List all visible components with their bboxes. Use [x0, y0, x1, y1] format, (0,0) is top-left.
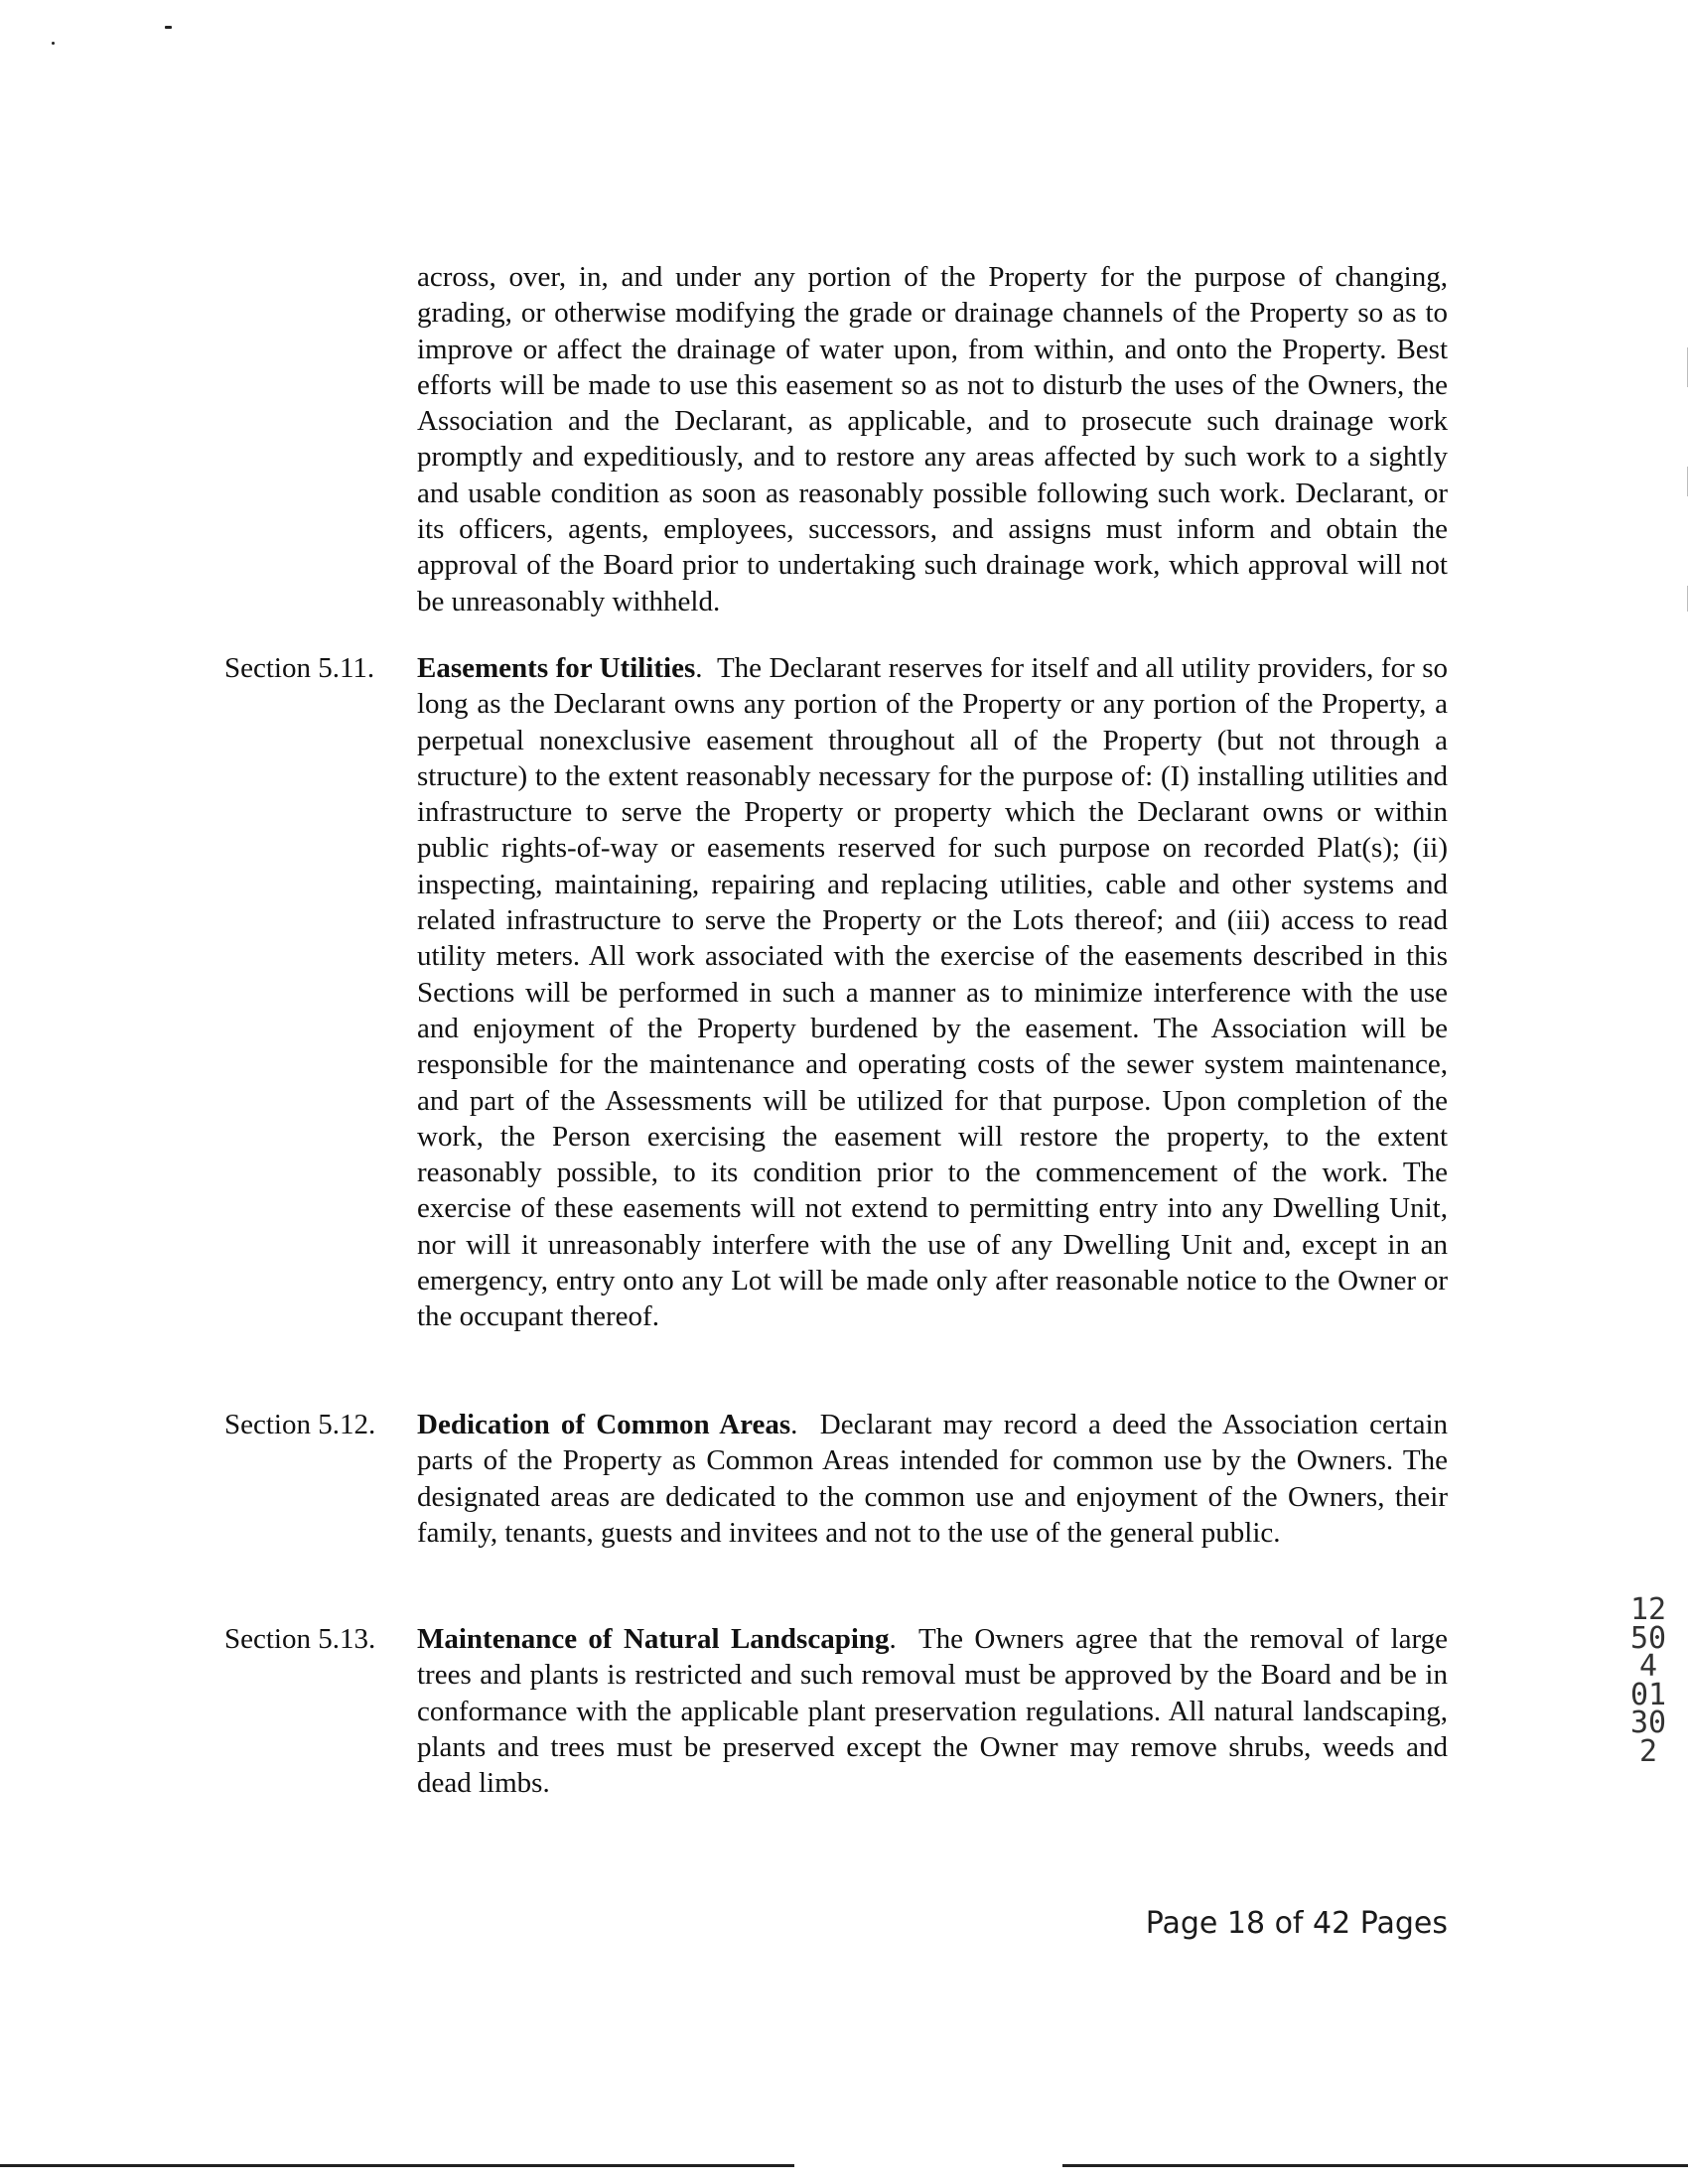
recording-stamp: 12504 01302	[1629, 1592, 1667, 1769]
section-title: Dedication of Common Areas	[417, 1409, 791, 1440]
intro-paragraph: across, over, in, and under any portion of the Property for the purpose of changing, grading, or otherwise modifying the grade or drainage channels of the Property so as to improve or affect the drainage of water upon, from within, and onto the Property. Best efforts will be made to use this easement so as not to disturb the uses of the Owners, the Association and the Declarant, as applicable, and to prosecute such drainage work promptly and expeditiously, and to restore any areas affected by such work to a sightly and usable condition as soon as reasonably possible following such work. Declarant, or its officers, agents, employees, successors, and assigns must inform and obtain the approval of the Board prior to undertaking such drainage work, which approval will not be unreasonably withheld.	[417, 261, 1448, 617]
section-title-period: .	[790, 1409, 820, 1440]
section-title-period: .	[695, 652, 717, 684]
section-text	[417, 1621, 1448, 1801]
section-title: Maintenance of Natural Landscaping	[417, 1623, 890, 1655]
scan-speck	[52, 42, 55, 45]
section-number: Section 5.11.	[224, 652, 375, 684]
section-text	[417, 650, 1448, 1335]
section-body: Declarant may record a deed the Association certain parts of the Property as Common Areas intended for common use by the Owners. The designated areas are dedicated to the common use and enjoyment of the Owners, their family, tenants, guests and invitees and not to the use of the general public.	[417, 1409, 1449, 1549]
scan-edge-gap	[794, 2160, 1062, 2170]
section-text	[417, 1407, 1448, 1551]
scan-speck	[165, 26, 172, 29]
section-number: Section 5.12.	[224, 1409, 376, 1440]
section-body: The Declarant reserves for itself and all utility providers, for so long as the Declarant owns any portion of the Property or any portion of the Property, a perpetual nonexclusive easement throughout all of the Property (but not through a structure) to the extent reasonably necessary for the purpose of: (I) installing utilities and infrastructure to serve the Property or property which the Declarant owns or within public rights-of-way or easements reserved for such purpose on recorded Plat(s); (ii) inspecting, maintaining, repairing and replacing utilities, cable and other systems and related infrastructure to serve the Property or the Lots thereof; and (iii) access to read utility meters. All work associated with the exercise of the easements described in this Sections will be performed in such a manner as to minimize interference with the use and enjoyment of the Property burdened by the easement. The Association will be responsible for the maintenance and operating costs of the sewer system maintenance, and part of the Assessments will be utilized for that purpose. Upon completion of the work, the Person exercising the easement will restore the property, to the extent reasonably possible, to its condition prior to the commencement of the work. The exercise of these easements will not extend to permitting entry into any Dwelling Unit, nor will it unreasonably interfere with the use of any Dwelling Unit and, except in an emergency, entry onto any Lot will be made only after reasonable notice to the Owner or the occupant thereof.	[417, 652, 1449, 1333]
section-body: The Owners agree that the removal of large trees and plants is restricted and such removal must be approved by the Board and be in conformance with the applicable plant preservation regulations. All natural landscaping, plants and trees must be preserved except the Owner may remove shrubs, weeds and dead limbs.	[417, 1623, 1448, 1800]
page-number-footer: Page 18 of 42 Pages	[1145, 1906, 1448, 1941]
section-number: Section 5.13.	[224, 1623, 376, 1655]
section-title: Easements for Utilities	[417, 652, 696, 684]
section-title-period: .	[889, 1623, 918, 1655]
